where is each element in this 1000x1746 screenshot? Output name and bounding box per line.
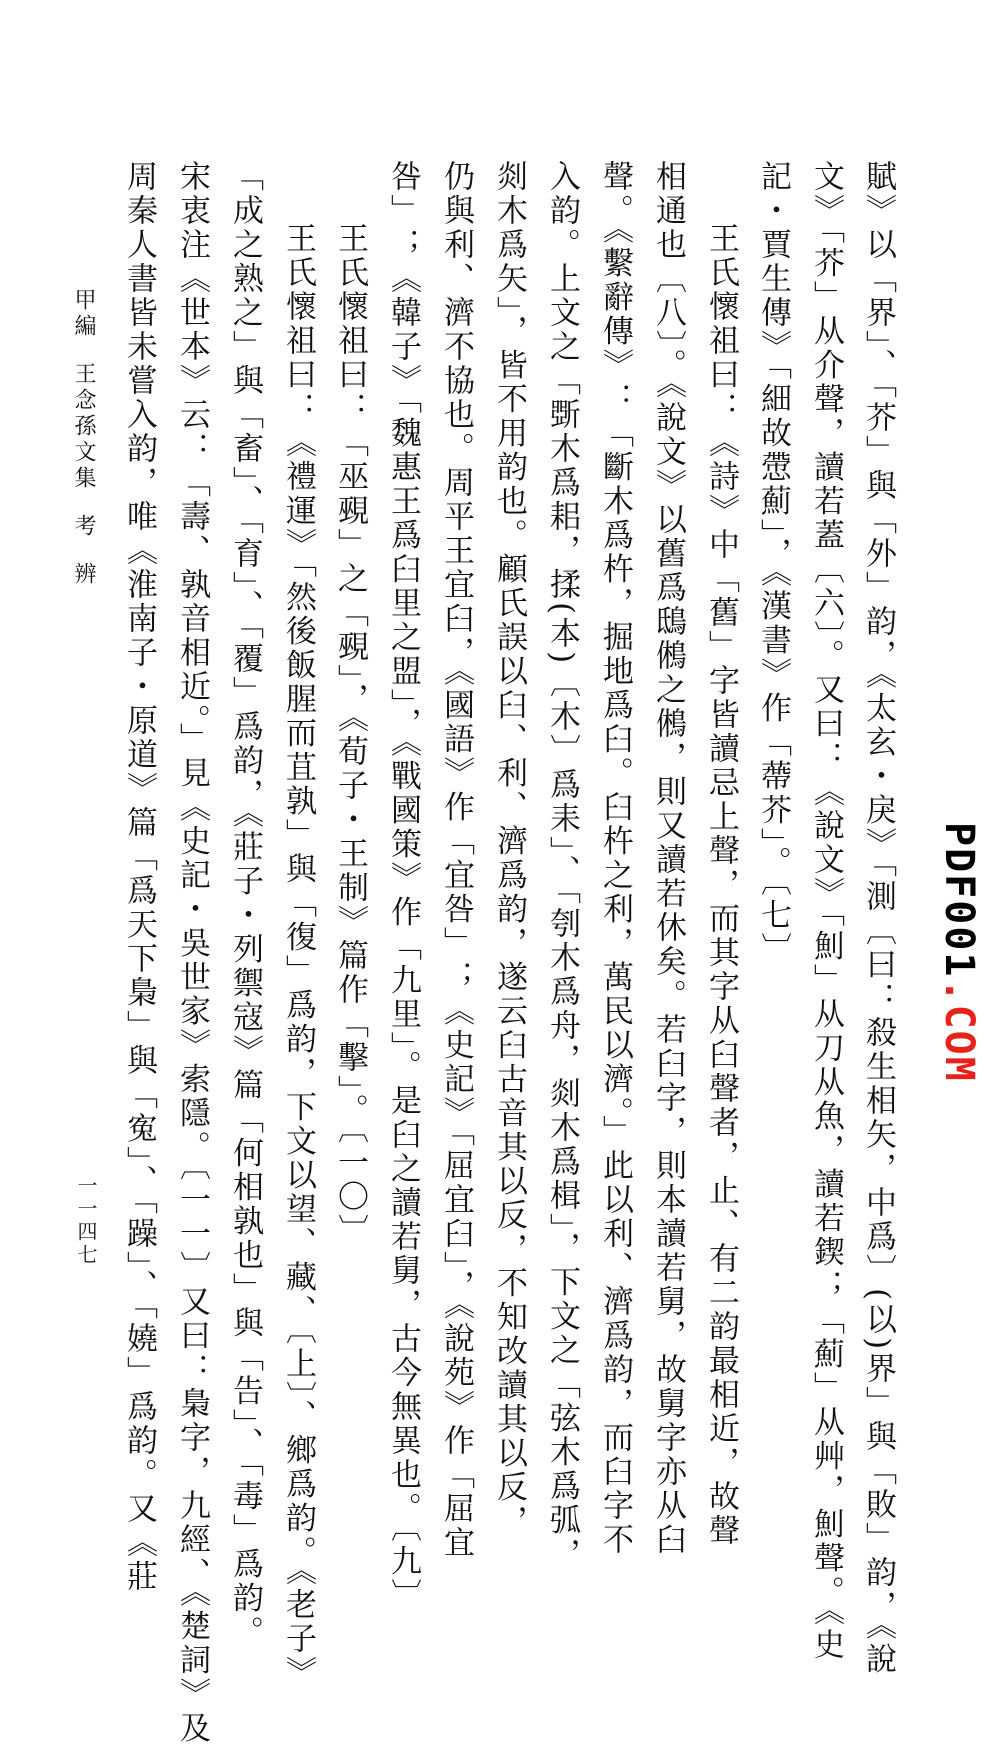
text-column-4: 王氏懷祖曰：《詩》中「舊」字皆讀忌上聲，而其字从臼聲者，止、有二韵最相近，故聲 xyxy=(703,222,739,1548)
text-column-15: 周秦人書皆未嘗入韵，唯《淮南子・原道》篇「爲天下梟」與「寃」、「躁」、「嬈」爲韵。又《莊 xyxy=(121,160,157,1594)
running-head: 甲編 王念孫文集 考 辨 xyxy=(71,288,96,588)
watermark-text-main: PDF001 xyxy=(936,822,982,979)
page-number: 一一四七 xyxy=(74,1175,98,1267)
watermark-logo xyxy=(936,822,982,1083)
text-column-11: 王氏懷祖曰：「巫覡」之「覡」，《荀子・王制》篇作「擊」。〔一〇〕 xyxy=(332,222,368,1248)
text-column-9: 仍與利、濟不協也。周平王宜臼，《國語》作「宜咎」；《史記》「屈宜臼」，《說苑》作「屈宜 xyxy=(438,160,474,1560)
watermark-text-domain: .COM xyxy=(936,978,982,1083)
text-column-6: 聲。《繫辭傳》：「斷木爲杵，掘地爲臼。臼杵之利，萬民以濟。」此以利、濟爲韵，而臼字不 xyxy=(597,160,633,1557)
text-column-13: 「成之熟之」與「畜」、「育」、「覆」爲韵，《莊子・列禦寇》篇「何相孰也」與「告」、「毒」爲韵。 xyxy=(227,160,263,1650)
text-column-12: 王氏懷祖曰：《禮運》「然後飯腥而苴孰」與「復」爲韵，下文以望、藏、〔上〕、鄉爲韵。《老子》 xyxy=(280,222,316,1690)
text-column-7: 入韵。上文之「斲木爲耜，揉(本)〔木〕爲耒」、「刳木爲舟，剡木爲楫」，下文之「弦木爲弧， xyxy=(544,160,580,1572)
text-column-5: 相通也〔八〕。《說文》以舊爲鴟鵂之鵂，則又讀若休矣。若臼字，則本讀若舅，故舅字亦从臼 xyxy=(650,160,686,1557)
text-column-10: 咎」；《韓子》「魏惠王爲臼里之盟」，《戰國策》作「九里」。是臼之讀若舅，古今無異也。〔九〕 xyxy=(385,160,421,1613)
text-column-2: 文》「芥」从介聲，讀若蓋〔六〕。又曰：《說文》「魝」从刀从魚，讀若鍥；「薊」从艸，魝聲。《史 xyxy=(808,160,844,1662)
text-column-14: 宋衷注《世本》云：「壽、孰音相近。」見《史記・吳世家》索隱。〔一一〕又曰：梟字，九經、《楚詞》及 xyxy=(174,160,210,1746)
text-column-1: 賦》以「界」、「芥」與「外」韵，《太玄・戾》「測〔曰：殺生相矢，中爲〕(以)界」與「敗」韵，《說 xyxy=(860,160,896,1677)
text-column-3: 記・賈生傳》「細故慸薊」，《漢書》作「蔕芥」。〔七〕 xyxy=(755,160,791,967)
text-column-8: 剡木爲矢」，皆不用韵也。顧氏誤以臼、利、濟爲韵，遂云臼古音其以反，不知改讀其以反， xyxy=(491,160,527,1539)
